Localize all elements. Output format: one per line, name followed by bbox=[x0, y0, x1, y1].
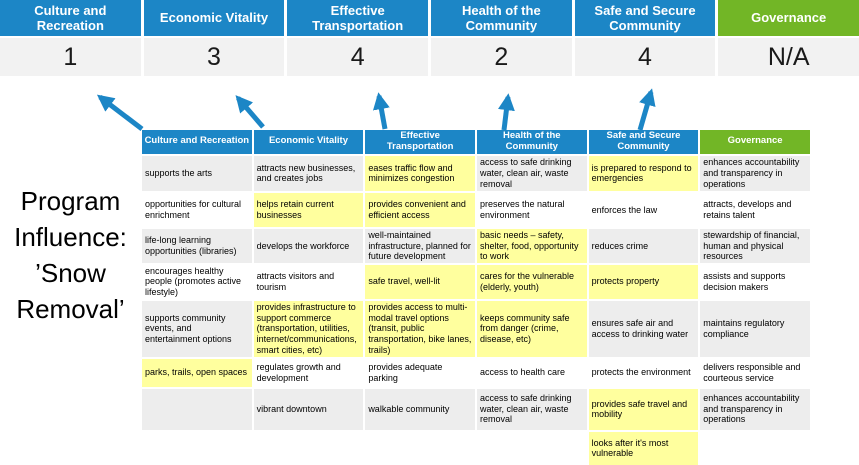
matrix-cell-r5-health-of-the-community: keeps community safe from danger (crime, disease, etc) bbox=[477, 301, 587, 357]
matrix-cell-r8-economic-vitality bbox=[254, 432, 364, 465]
matrix-cell-r7-economic-vitality: vibrant downtown bbox=[254, 389, 364, 430]
matrix-cell-r5-culture-and-recreation: supports community events, and entertainment options bbox=[142, 301, 252, 357]
matrix-cell-r6-governance: delivers responsible and courteous service bbox=[700, 359, 810, 387]
matrix-cell-r7-safe-and-secure-community: provides safe travel and mobility bbox=[589, 389, 699, 430]
title-line: Program bbox=[20, 186, 121, 216]
summary-header-safe-and-secure-community: Safe and Secure Community bbox=[575, 0, 716, 36]
summary-score-governance: N/A bbox=[718, 38, 859, 76]
matrix-cell-r3-governance: stewardship of financial, human and physical resources bbox=[700, 229, 810, 263]
arrow-up-icon bbox=[238, 98, 263, 127]
matrix-cell-r1-health-of-the-community: access to safe drinking water, clean air, waste removal bbox=[477, 156, 587, 191]
matrix-header-culture-and-recreation: Culture and Recreation bbox=[142, 130, 252, 154]
matrix-cell-r7-health-of-the-community: access to safe drinking water, clean air, waste removal bbox=[477, 389, 587, 430]
summary-header-governance: Governance bbox=[718, 0, 859, 36]
matrix-header-governance: Governance bbox=[700, 130, 810, 154]
matrix-cell-r6-safe-and-secure-community: protects the environment bbox=[589, 359, 699, 387]
matrix-cell-r7-governance: enhances accountability and transparency in operations bbox=[700, 389, 810, 430]
matrix-cell-r8-safe-and-secure-community: looks after it's most vulnerable bbox=[589, 432, 699, 465]
matrix-row bbox=[142, 156, 810, 191]
matrix-row bbox=[142, 265, 810, 299]
matrix-cell-r2-safe-and-secure-community: enforces the law bbox=[589, 193, 699, 227]
arrow-up-icon bbox=[100, 97, 142, 129]
matrix-cell-r6-effective-transportation: provides adequate parking bbox=[365, 359, 475, 387]
arrow-up-icon bbox=[640, 92, 651, 130]
matrix-header-health-of-the-community: Health of the Community bbox=[477, 130, 587, 154]
summary-header-health-of-the-community: Health of the Community bbox=[431, 0, 572, 36]
matrix-cell-r4-culture-and-recreation: encourages healthy people (promotes active lifestyle) bbox=[142, 265, 252, 299]
summary-header-culture-and-recreation: Culture and Recreation bbox=[0, 0, 141, 36]
matrix-row bbox=[142, 193, 810, 227]
matrix-cell-r6-economic-vitality: regulates growth and development bbox=[254, 359, 364, 387]
matrix-header-economic-vitality: Economic Vitality bbox=[254, 130, 364, 154]
arrow-up-icon bbox=[379, 96, 385, 129]
matrix-cell-r8-health-of-the-community bbox=[477, 432, 587, 465]
matrix-cell-r1-governance: enhances accountability and transparency in operations bbox=[700, 156, 810, 191]
summary-score-effective-transportation: 4 bbox=[287, 38, 428, 76]
summary-band bbox=[0, 0, 859, 76]
matrix-cell-r8-effective-transportation bbox=[365, 432, 475, 465]
summary-score-economic-vitality: 3 bbox=[144, 38, 285, 76]
matrix-cell-r8-culture-and-recreation bbox=[142, 432, 252, 465]
matrix-cell-r6-health-of-the-community: access to health care bbox=[477, 359, 587, 387]
title-line: Influence: bbox=[14, 222, 127, 252]
matrix-cell-r2-governance: attracts, develops and retains talent bbox=[700, 193, 810, 227]
matrix-cell-r4-safe-and-secure-community: protects property bbox=[589, 265, 699, 299]
matrix-cell-r4-health-of-the-community: cares for the vulnerable (elderly, youth) bbox=[477, 265, 587, 299]
matrix-cell-r3-health-of-the-community: basic needs – safety, shelter, food, opportunity to work bbox=[477, 229, 587, 263]
matrix-cell-r4-effective-transportation: safe travel, well-lit bbox=[365, 265, 475, 299]
matrix-cell-r2-culture-and-recreation: opportunities for cultural enrichment bbox=[142, 193, 252, 227]
summary-score-safe-and-secure-community: 4 bbox=[575, 38, 716, 76]
matrix-row bbox=[142, 301, 810, 357]
title-line: ’Snow bbox=[35, 258, 106, 288]
matrix-cell-r7-culture-and-recreation bbox=[142, 389, 252, 430]
matrix-cell-r7-effective-transportation: walkable community bbox=[365, 389, 475, 430]
matrix-cell-r8-governance bbox=[700, 432, 810, 465]
matrix-cell-r1-safe-and-secure-community: is prepared to respond to emergencies bbox=[589, 156, 699, 191]
matrix-row bbox=[142, 389, 810, 430]
matrix-cell-r5-economic-vitality: provides infrastructure to support commerce (transportation, utilities, internet/communications, smart cities, etc) bbox=[254, 301, 364, 357]
matrix-cell-r4-governance: assists and supports decision makers bbox=[700, 265, 810, 299]
matrix-cell-r4-economic-vitality: attracts visitors and tourism bbox=[254, 265, 364, 299]
title-line: Removal’ bbox=[16, 294, 125, 324]
matrix-cell-r3-economic-vitality: develops the workforce bbox=[254, 229, 364, 263]
summary-header-effective-transportation: Effective Transportation bbox=[287, 0, 428, 36]
page-title bbox=[0, 183, 141, 327]
matrix-cell-r3-safe-and-secure-community: reduces crime bbox=[589, 229, 699, 263]
matrix-cell-r6-culture-and-recreation: parks, trails, open spaces bbox=[142, 359, 252, 387]
matrix-cell-r3-culture-and-recreation: life-long learning opportunities (libraries) bbox=[142, 229, 252, 263]
summary-header-economic-vitality: Economic Vitality bbox=[144, 0, 285, 36]
matrix-cell-r2-effective-transportation: provides convenient and efficient access bbox=[365, 193, 475, 227]
arrows-layer bbox=[0, 78, 859, 133]
matrix-row bbox=[142, 229, 810, 263]
matrix-row bbox=[142, 432, 810, 465]
matrix-header-safe-and-secure-community: Safe and Secure Community bbox=[589, 130, 699, 154]
matrix-cell-r3-effective-transportation: well-maintained infrastructure, planned for future development bbox=[365, 229, 475, 263]
matrix-cell-r5-effective-transportation: provides access to multi-modal travel options (transit, public transportation, bike lanes, trails) bbox=[365, 301, 475, 357]
matrix-cell-r1-economic-vitality: attracts new businesses, and creates jobs bbox=[254, 156, 364, 191]
matrix-cell-r2-economic-vitality: helps retain current businesses bbox=[254, 193, 364, 227]
summary-score-culture-and-recreation: 1 bbox=[0, 38, 141, 76]
matrix-cell-r5-safe-and-secure-community: ensures safe air and access to drinking water bbox=[589, 301, 699, 357]
matrix-cell-r2-health-of-the-community: preserves the natural environment bbox=[477, 193, 587, 227]
matrix-cell-r1-effective-transportation: eases traffic flow and minimizes congestion bbox=[365, 156, 475, 191]
arrow-up-icon bbox=[504, 97, 508, 130]
matrix-cell-r1-culture-and-recreation: supports the arts bbox=[142, 156, 252, 191]
influence-matrix bbox=[140, 128, 812, 465]
matrix-row bbox=[142, 359, 810, 387]
matrix-cell-r5-governance: maintains regulatory compliance bbox=[700, 301, 810, 357]
summary-score-health-of-the-community: 2 bbox=[431, 38, 572, 76]
matrix-header-effective-transportation: Effective Transportation bbox=[365, 130, 475, 154]
matrix-header-row bbox=[142, 130, 810, 154]
